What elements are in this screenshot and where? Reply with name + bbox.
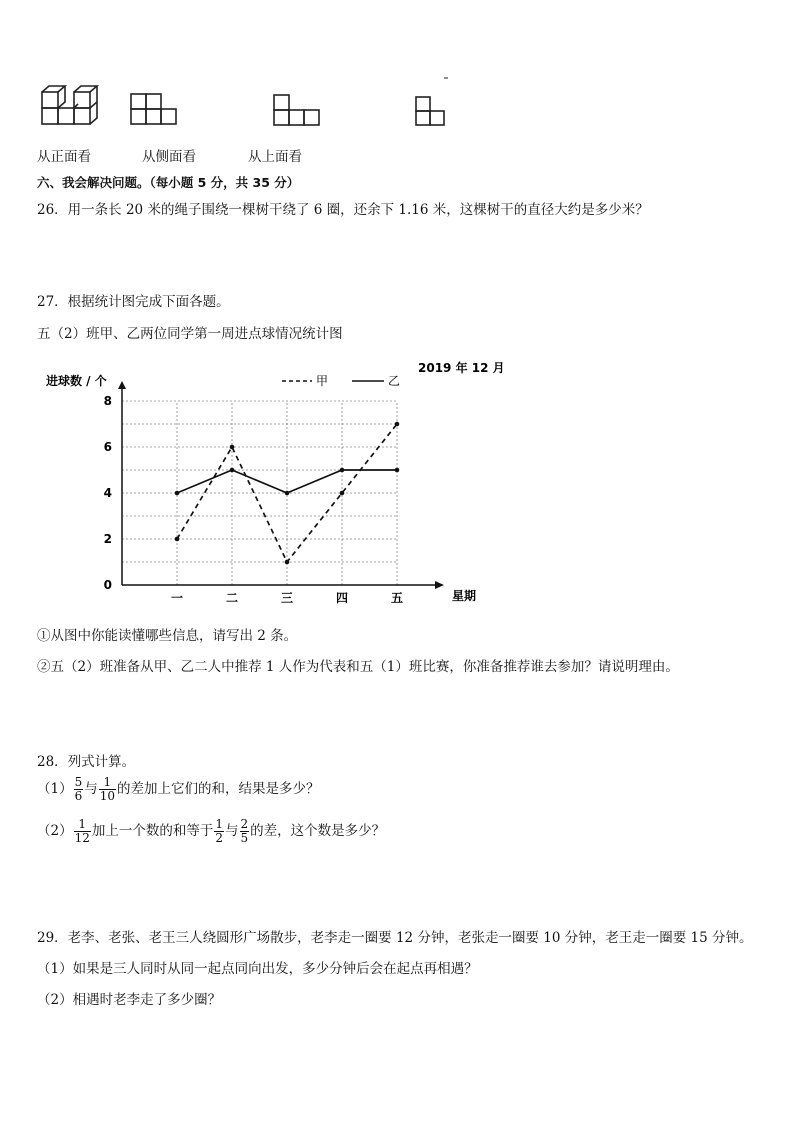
fraction-1-12: [74, 818, 91, 845]
data-point: [230, 445, 235, 450]
fraction-denominator: 6: [74, 789, 83, 803]
data-point: [230, 468, 235, 473]
part2-tail: 的差，这个数是多少？: [250, 823, 386, 839]
part2-label: （2）: [37, 823, 73, 839]
data-point: [285, 491, 290, 496]
fraction-denominator: 2: [215, 831, 224, 845]
fraction-numerator: 1: [215, 817, 224, 831]
y-tick-label: 6: [103, 440, 112, 454]
fraction-numerator: 1: [99, 776, 116, 790]
side-view-label: 从侧面看: [142, 149, 196, 165]
x-tick-label: 四: [335, 591, 349, 605]
part2-connector: 与: [225, 823, 239, 839]
cube-figures: [30, 70, 470, 135]
part1-tail: 的差加上它们的和，结果是多少？: [117, 781, 320, 797]
fraction-numerator: 1: [74, 818, 91, 832]
chart-date: 2019 年 12 月: [418, 361, 505, 375]
top-view-label: 从上面看: [248, 149, 302, 165]
question-26: 26．用一条长 20 米的绳子围绕一棵树干绕了 6 圈，还余下 1.16 米，这棵树干的直径大约是多少米？: [37, 202, 649, 218]
front-view-label: 从正面看: [37, 149, 91, 165]
question-29: 29．老李、老张、老王三人绕圆形广场散步，老李走一圈要 12 分钟，老张走一圈要 10 分钟，老王走一圈要 15 分钟。: [37, 930, 753, 946]
part2-middle: 加上一个数的和等于: [91, 823, 214, 839]
line-chart: [40, 355, 505, 610]
y-tick-label: 2: [103, 532, 112, 546]
question-29-sub1: （1）如果是三人同时从同一起点同向出发，多少分钟后会在起点再相遇？: [37, 961, 478, 977]
question-29-sub2: （2）相遇时老李走了多少圈？: [37, 992, 222, 1008]
question-28-part1: [37, 776, 320, 803]
fraction-1-10: [99, 776, 116, 803]
legend-label-jia: 甲: [316, 374, 329, 388]
series-line-yi: [177, 470, 397, 493]
x-axis-arrow: [435, 581, 444, 589]
part1-connector: 与: [84, 781, 98, 797]
top-view-figure: [274, 95, 319, 125]
cube-solid-figure: [42, 86, 97, 124]
fraction-denominator: 5: [240, 831, 249, 845]
legend-label-yi: 乙: [388, 374, 401, 388]
question-28-part2: [37, 818, 385, 845]
x-tick-label: 三: [280, 591, 294, 605]
x-tick-label: 一: [170, 591, 184, 605]
chart-title: 五（2）班甲、乙两位同学第一周进点球情况统计图: [37, 326, 343, 342]
data-point: [175, 491, 180, 496]
question-27-sub1: ①从图中你能读懂哪些信息，请写出 2 条。: [37, 628, 298, 644]
y-tick-label: 0: [103, 578, 112, 592]
fraction-numerator: 2: [240, 817, 249, 831]
y-tick-label: 8: [103, 394, 112, 408]
fraction-2-5: [240, 818, 250, 845]
question-28: 28．列式计算。: [37, 754, 136, 770]
section-heading: 六、我会解决问题。（每小题 5 分，共 35 分）: [37, 175, 300, 190]
x-axis-label: 星期: [452, 589, 477, 603]
side-view-figure: [131, 94, 176, 124]
data-point: [395, 468, 400, 473]
chart-axes: [118, 381, 444, 589]
chart-legend: [282, 374, 400, 388]
y-tick-label: 4: [103, 486, 112, 500]
y-axis-arrow: [118, 381, 126, 389]
chart-grid: [122, 401, 397, 585]
question-27: 27．根据统计图完成下面各题。: [37, 294, 230, 310]
fraction-5-6: [74, 776, 84, 803]
fraction-denominator: 10: [99, 789, 116, 803]
fraction-1-2: [214, 818, 224, 845]
part1-label: （1）: [37, 781, 73, 797]
data-point: [175, 537, 180, 542]
data-point: [285, 560, 290, 565]
data-point: [340, 468, 345, 473]
data-point: [340, 491, 345, 496]
x-tick-label: 五: [390, 591, 404, 605]
data-point: [395, 422, 400, 427]
fraction-denominator: 12: [74, 831, 90, 845]
option-figure: [416, 78, 448, 125]
y-axis-label: 进球数 / 个: [46, 374, 107, 388]
fraction-numerator: 5: [74, 775, 83, 789]
x-tick-label: 二: [225, 591, 239, 605]
question-27-sub2: ②五（2）班准备从甲、乙二人中推荐 1 人作为代表和五（1）班比赛，你准备推荐谁去参加？请说明理由。: [37, 659, 679, 675]
chart-ticks: [104, 394, 403, 605]
